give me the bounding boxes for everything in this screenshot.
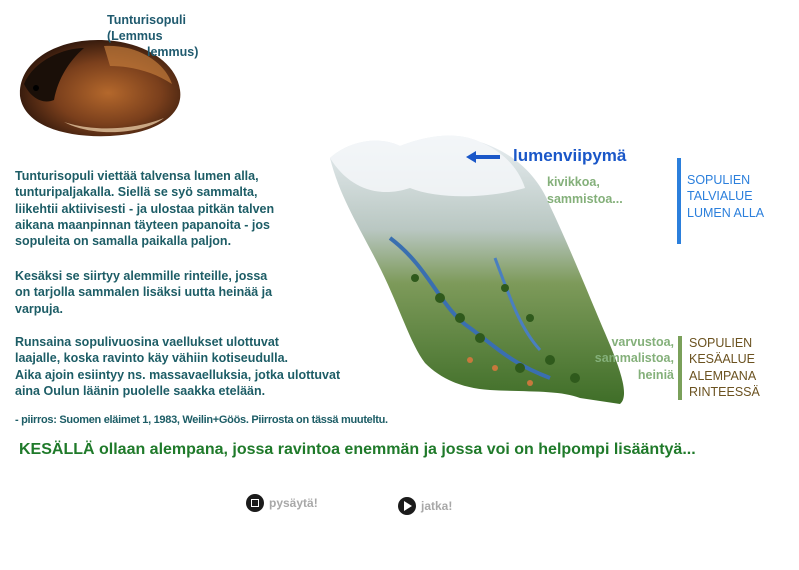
summer-zone-bar — [678, 336, 682, 400]
text-line: tunturipaljakalla. Siellä se syö sammalta, — [15, 185, 258, 200]
text-line: varvustoa, — [611, 335, 674, 349]
summer-zone-label — [689, 335, 760, 400]
text-line: SOPULIEN — [687, 173, 751, 187]
caption-name: Tunturisopuli — [107, 13, 186, 27]
text-line: on tarjolla sammalen lisäksi uutta heinää ja — [15, 285, 273, 300]
text-line: SOPULIEN — [689, 336, 753, 350]
text-line: aikana maanpinnan täyteen papanoita - jos — [15, 217, 270, 232]
continue-button[interactable] — [398, 497, 452, 515]
text-line: Aika ajoin esiintyy ns. massavaelluksia, jotka ulottuvat — [15, 367, 341, 382]
text-line: kivikkoa, — [547, 175, 600, 189]
stones-label — [547, 174, 623, 207]
text-line: TALVIALUE — [687, 189, 753, 204]
illustration-credit: - piirros: Suomen eläimet 1, 1983, Weilin+Göös. Piirrosta on tässä muuteltu. — [15, 414, 388, 426]
text-line: sopuleita on samalla paikalla paljon. — [15, 234, 232, 249]
text-line: KESÄALUE — [689, 352, 756, 367]
caption-latin-1: (Lemmus — [107, 29, 163, 43]
stop-label: pysäytä! — [269, 496, 318, 510]
stop-icon — [246, 494, 264, 512]
stop-button[interactable] — [246, 494, 318, 512]
winter-zone-bar — [677, 158, 681, 244]
text-line: Tunturisopuli viettää talvensa lumen alla, — [15, 169, 259, 183]
text-line: RINTEESSÄ — [689, 384, 760, 399]
summer-summary-text: KESÄLLÄ ollaan alempana, jossa ravintoa enemmän ja jossa voi on helpompi lisääntyä... — [19, 441, 696, 458]
heath-label — [560, 334, 674, 383]
text-line: ALEMPANA — [689, 368, 757, 383]
text-line: sammistoa... — [547, 191, 623, 206]
text-line: Runsaina sopulivuosina vaellukset ulottuvat — [15, 335, 279, 349]
text-line: LUMEN ALLA — [687, 205, 765, 220]
text-line: aina Oulun läänin puolelle saakka etelään. — [15, 383, 266, 398]
text-line: heiniä — [637, 367, 674, 382]
text-line: laajalle, koska ravinto käy vähiin kotiseudulla. — [15, 351, 289, 366]
snowline-label: lumenviipymä — [513, 146, 627, 165]
paragraph-winter — [15, 168, 320, 249]
species-caption — [107, 12, 217, 60]
text-line: varpuja. — [15, 301, 63, 316]
arrow-left-icon — [466, 150, 500, 164]
text-line: sammalistoa, — [594, 351, 674, 366]
caption-latin-2: lemmus) — [147, 45, 199, 59]
text-line: liikehtii aktiivisesti - ja ulostaa pitkän talven — [15, 201, 275, 216]
continue-label: jatka! — [421, 499, 453, 513]
play-icon — [398, 497, 416, 515]
text-line: Kesäksi se siirtyy alemmille rinteille, jossa — [15, 269, 268, 283]
winter-zone-label — [687, 172, 764, 221]
paragraph-summer — [15, 268, 315, 317]
